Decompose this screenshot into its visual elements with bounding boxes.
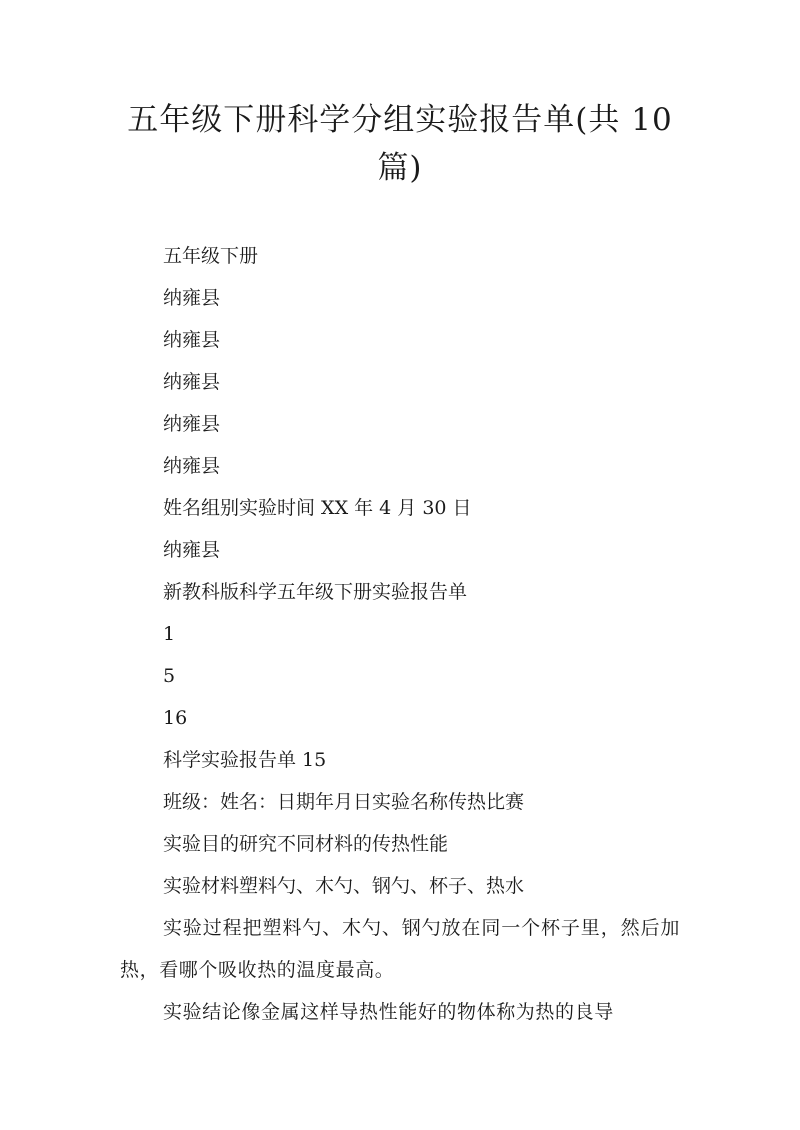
text-line: 5 — [163, 665, 176, 687]
text-line: 科学实验报告单 15 — [163, 749, 327, 771]
text-line: 姓名组别实验时间 XX 年 4 月 30 日 — [163, 497, 472, 519]
text-line: 16 — [163, 707, 188, 729]
text-line: 实验材料塑料勺、木勺、钢勺、杯子、热水 — [163, 875, 525, 897]
text-line: 1 — [163, 623, 176, 645]
document-title: 五年级下册科学分组实验报告单(共 10 篇) — [127, 102, 673, 186]
text-line: 新教科版科学五年级下册实验报告单 — [163, 581, 468, 603]
text-line: 班级：姓名：日期年月日实验名称传热比赛 — [163, 791, 525, 813]
paragraph: 实验结论像金属这样导热性能好的物体称为热的良导 — [163, 1001, 614, 1023]
text-line: 实验目的研究不同材料的传热性能 — [163, 833, 449, 855]
paragraph: 实验过程把塑料勺、木勺、钢勺放在同一个杯子里，然后加热，看哪个吸收热的温度最高。 — [120, 917, 680, 981]
text-line: 纳雍县 — [163, 287, 221, 309]
text-line: 纳雍县 — [163, 539, 221, 561]
text-line: 纳雍县 — [163, 455, 221, 477]
text-line: 纳雍县 — [163, 329, 221, 351]
text-line: 纳雍县 — [163, 371, 221, 393]
text-line: 纳雍县 — [163, 413, 221, 435]
text-line: 五年级下册 — [163, 245, 259, 267]
